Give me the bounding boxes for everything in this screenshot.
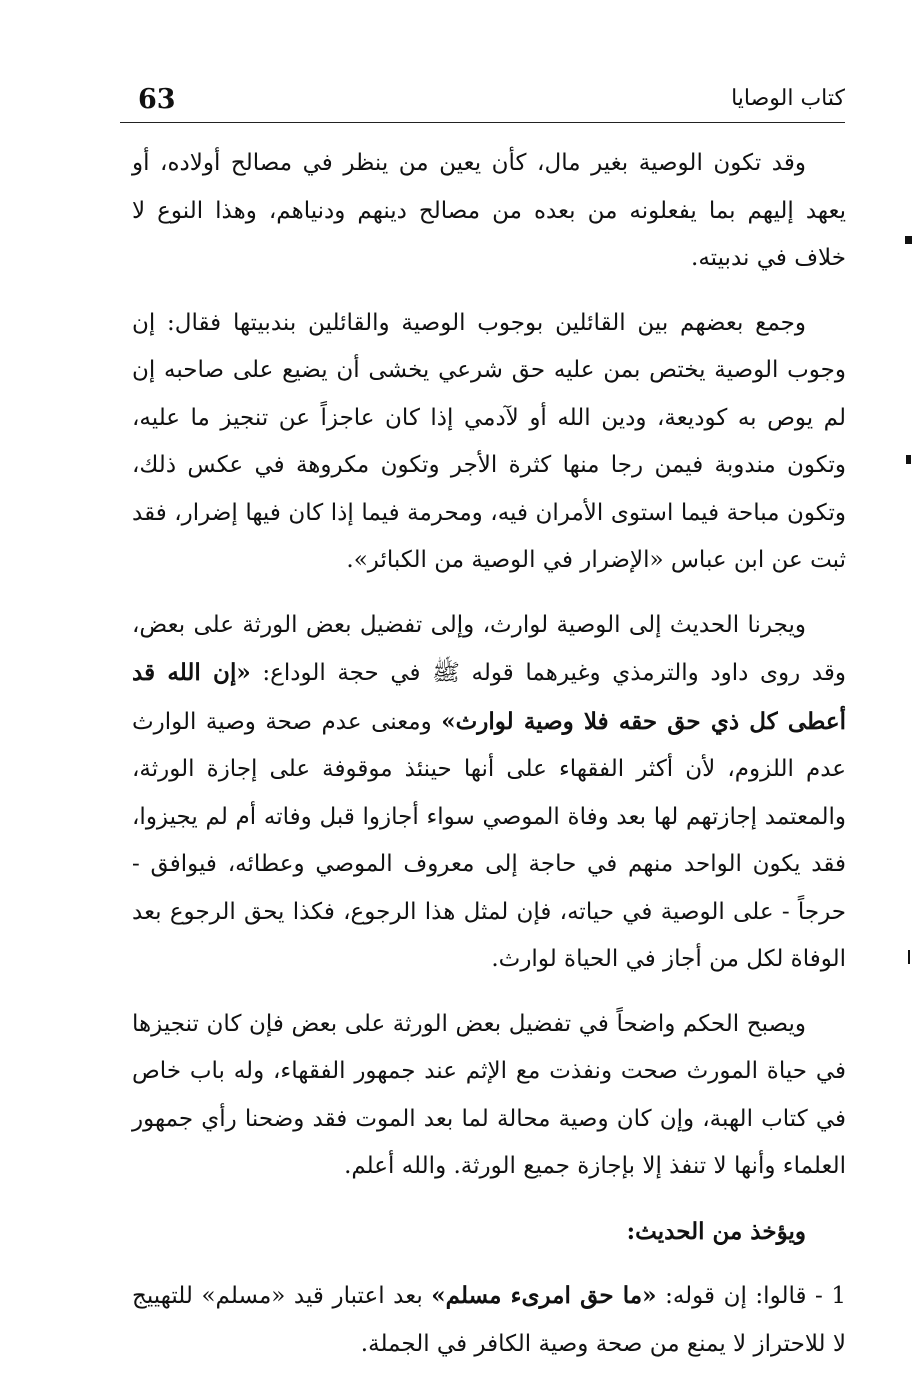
body-text — [132, 140, 846, 1385]
paragraph-3 — [132, 602, 846, 984]
scan-mark-2 — [906, 455, 911, 464]
paragraph-3-text-after: ومعنى عدم صحة وصية الوارث عدم اللزوم، لأن أكثر الفقهاء على أنها حينئذ موقوفة على إجازة الورثة، والمعتمد إجازتهم لها بعد وفاة الموصي سواء أجازوا قبل وفاته أم لم يجيزوا، فقد يكون الواحد منهم في حاجة إلى معروف الموصي وعطائه، فيوافق - حرجاً - على الوصية في حياته، فإن لمثل هذا الرجوع، فكذا يحق الرجوع بعد الوفاة لكل من أجاز في الحياة لوارث. — [132, 708, 846, 972]
hadith-quote: «إن الله قد أعطى كل ذي حق حقه فلا وصية لوارث» — [132, 659, 846, 735]
paragraph-3-text-before: ويجرنا الحديث إلى الوصية لوارث، وإلى تفضيل بعض الورثة على بعض، وقد روى داود والترمذي وغيرهما قوله ﷺ في حجة الوداع: — [132, 611, 846, 686]
scan-mark-3 — [908, 950, 910, 964]
running-title: كتاب الوصايا — [731, 86, 845, 111]
list-item-number: 1 — [831, 1283, 846, 1309]
paragraph-4: ويصبح الحكم واضحاً في تفضيل بعض الورثة على بعض فإن كان تنجيزها في حياة المورث صحت ونفذت مع الإثم عند جمهور الفقهاء، وله باب خاص في كتاب الهبة، وإن كان وصية محالة لما بعد الموت فقد وضحنا رأي جمهور العلماء وأنها لا تنفذ إلا بإجازة جميع الورثة. والله أعلم. — [132, 1010, 846, 1179]
list-item-1 — [132, 1272, 846, 1368]
section-subheading: ويؤخذ من الحديث: — [626, 1217, 806, 1245]
paragraph-1: وقد تكون الوصية بغير مال، كأن يعين من ينظر في مصالح أولاده، أو يعهد إليهم بما يفعلونه من بعده من مصالح دينهم ودنياهم، وهذا النوع لا خلاف في ندبيته. — [132, 150, 846, 271]
list-item-rest: بعد اعتبار قيد «مسلم» للتهييج لا للاحتراز لا يمنع من صحة وصية الكافر في الجملة. — [132, 1283, 846, 1357]
page-header — [120, 78, 845, 123]
page-number: 63 — [138, 84, 176, 115]
paragraph-2: وجمع بعضهم بين القائلين بوجوب الوصية والقائلين بندبيتها فقال: إن وجوب الوصية يختص بمن عليه حق شرعي يخشى أن يضيع على صاحبه إن لم يوص به كوديعة، ودين الله أو لآدمي إذا كان عاجزاً عن تنجيز ما عليه، وتكون مندوبة فيمن رجا منها كثرة الأجر وتكون مكروهة في عكس ذلك، وتكون مباحة فيما استوى الأمران فيه، ومحرمة فيما إذا كان فيها إضرار، فقد ثبت عن ابن عباس «الإضرار في الوصية من الكبائر». — [132, 309, 846, 573]
list-item-intro: - قالوا: إن قوله: — [656, 1283, 832, 1309]
scan-mark-1 — [905, 236, 912, 244]
quoted-phrase: «ما حق امرىء مسلم» — [431, 1282, 657, 1309]
